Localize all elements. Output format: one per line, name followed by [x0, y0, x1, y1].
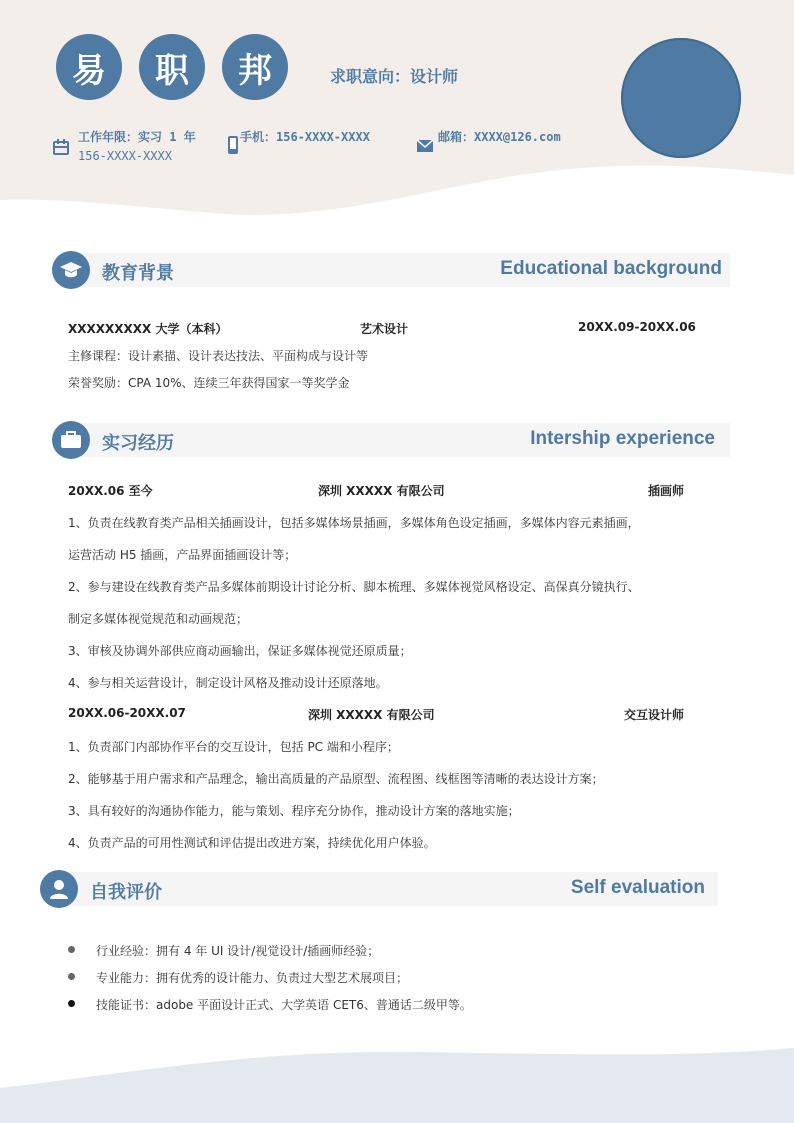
profile-photo [621, 38, 741, 158]
internship-title-en: Intership experience [530, 428, 715, 449]
self-section-icon [40, 870, 78, 908]
self-item-2: 专业能力：拥有优秀的设计能力、负责过大型艺术展项目； [96, 971, 409, 985]
bullet-icon [68, 973, 75, 980]
self-title-en: Self evaluation [570, 877, 705, 898]
internship-section-icon [52, 421, 90, 459]
bullet-icon [68, 946, 75, 953]
email: 邮箱：XXXX@126.com [438, 130, 561, 144]
self-item-1: 行业经验：拥有 4 年 UI 设计/视觉设计/插画师经验； [96, 944, 380, 958]
work-years: 工作年限：实习 1 年 [78, 130, 196, 144]
job1-line-2: 运营活动 H5 插画，产品界面插画设计等； [68, 548, 297, 562]
job2-line-3: 3、具有较好的沟通协作能力，能与策划、程序充分协作，推动设计方案的落地实施； [68, 804, 520, 818]
education-title-en: Educational background [500, 258, 722, 279]
self-title: 自我评价 [90, 882, 162, 903]
job1-line-4: 制定多媒体视觉规范和动画规范； [68, 612, 249, 626]
job1-line-1: 1、负责在线教育类产品相关插画设计，包括多媒体场景插画，多媒体角色设定插画，多媒体内容元素插画， [68, 516, 640, 530]
name-char-3: 邦 [222, 34, 288, 100]
job2-line-2: 2、能够基于用户需求和产品理念，输出高质量的产品原型、流程图、线框图等清晰的表达设计方案； [68, 772, 604, 786]
education-school: XXXXXXXXX 大学（本科） [68, 322, 228, 336]
job2-role: 交互设计师 [624, 708, 685, 722]
phone: 手机：156-XXXX-XXXX [240, 130, 370, 144]
education-period: 20XX.09-20XX.06 [578, 320, 696, 334]
graduation-cap-icon [59, 260, 83, 280]
education-major: 艺术设计 [360, 322, 409, 336]
self-item-3: 技能证书：adobe 平面设计正式、大学英语 CET6、普通话二级甲等。 [96, 998, 472, 1012]
job1-line-3: 2、参与建设在线教育类产品多媒体前期设计讨论分析、脚本梳理、多媒体视觉风格设定、高保真分镜执行、 [68, 580, 640, 594]
job1-period: 20XX.06 至今 [68, 484, 153, 498]
education-courses: 主修课程：设计素描、设计表达技法、平面构成与设计等 [68, 349, 369, 363]
briefcase-icon [60, 431, 82, 449]
job2-line-1: 1、负责部门内部协作平台的交互设计，包括 PC 端和小程序； [68, 740, 399, 754]
calendar-icon [52, 138, 70, 156]
footer-background [0, 1040, 794, 1123]
job2-line-4: 4、负责产品的可用性测试和评估提出改进方案，持续优化用户体验。 [68, 836, 436, 850]
internship-title: 实习经历 [102, 433, 174, 454]
job1-line-6: 4、参与相关运营设计，制定设计风格及推动设计还原落地。 [68, 676, 388, 690]
job-intent: 求职意向：设计师 [330, 67, 459, 86]
extra-phone: 156-XXXX-XXXX [78, 149, 172, 163]
mail-icon [416, 136, 434, 154]
education-section-icon [52, 251, 90, 289]
user-icon [49, 879, 69, 899]
name-char-1: 易 [56, 34, 122, 100]
name-char-2: 职 [139, 34, 205, 100]
education-awards: 荣誉奖励：CPA 10%、连续三年获得国家一等奖学金 [68, 376, 350, 390]
job1-role: 插画师 [648, 484, 685, 498]
job1-company: 深圳 XXXXX 有限公司 [318, 484, 445, 498]
job2-period: 20XX.06-20XX.07 [68, 706, 186, 720]
bullet-icon [68, 1000, 75, 1007]
job1-line-5: 3、审核及协调外部供应商动画输出，保证多媒体视觉还原质量； [68, 644, 412, 658]
job2-company: 深圳 XXXXX 有限公司 [308, 708, 435, 722]
education-title: 教育背景 [102, 263, 174, 284]
